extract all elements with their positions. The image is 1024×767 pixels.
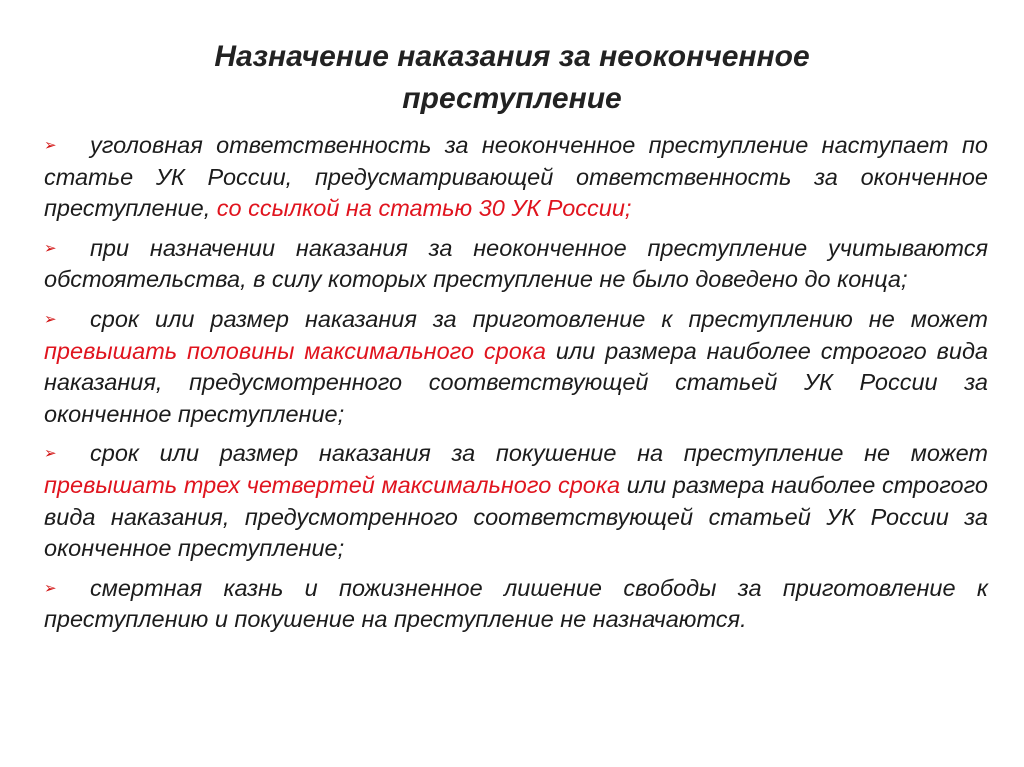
bullet-text: при назначении наказания за неоконченное преступление учитываются обстоятельства, в силу которых преступление не было доведено до конца; — [44, 234, 988, 293]
bullet-text: срок или размер наказания за покушение на преступление не может — [90, 440, 988, 467]
bullet-list — [44, 130, 988, 644]
bullet-text: смертная казнь и пожизненное лишение свободы за приготовление к преступлению и покушение на преступление не назначаются. — [44, 574, 988, 633]
bullet-text: срок или размер наказания за приготовление к преступлению не может — [90, 305, 988, 332]
bullet-text-tail: или размера наиболее строгого вида наказания, предусмотренного соответствующей статьей УК России за оконченное преступление; — [44, 337, 988, 427]
slide-title — [60, 36, 964, 120]
bullet-highlight: со ссылкой на статью 30 УК России; — [216, 195, 632, 222]
bullet-item — [44, 130, 988, 225]
bullet-item — [44, 438, 988, 564]
arrowhead-bullet-icon: ➢ — [44, 137, 57, 154]
slide-title-line-1: Назначение наказания за неоконченное — [214, 40, 810, 73]
arrowhead-bullet-icon: ➢ — [44, 579, 57, 597]
arrowhead-bullet-icon: ➢ — [44, 310, 57, 328]
slide-title-line-2: преступление — [402, 82, 622, 115]
bullet-item — [44, 233, 988, 296]
bullet-highlight: превышать трех четвертей максимального срока — [44, 471, 621, 498]
bullet-item — [44, 573, 988, 636]
arrowhead-bullet-icon: ➢ — [44, 239, 57, 257]
bullet-highlight: превышать половины максимального срока — [44, 337, 546, 364]
bullet-text: уголовная ответственность за неоконченное преступление наступает по статье УК России, предусматривающей ответственность за оконченное преступление, — [44, 132, 988, 222]
arrowhead-bullet-icon: ➢ — [44, 445, 57, 463]
bullet-item — [44, 304, 988, 430]
bullet-text-tail: или размера наиболее строгого вида наказания, предусмотренного соответствующей статьей УК России за оконченное преступление; — [44, 471, 988, 562]
